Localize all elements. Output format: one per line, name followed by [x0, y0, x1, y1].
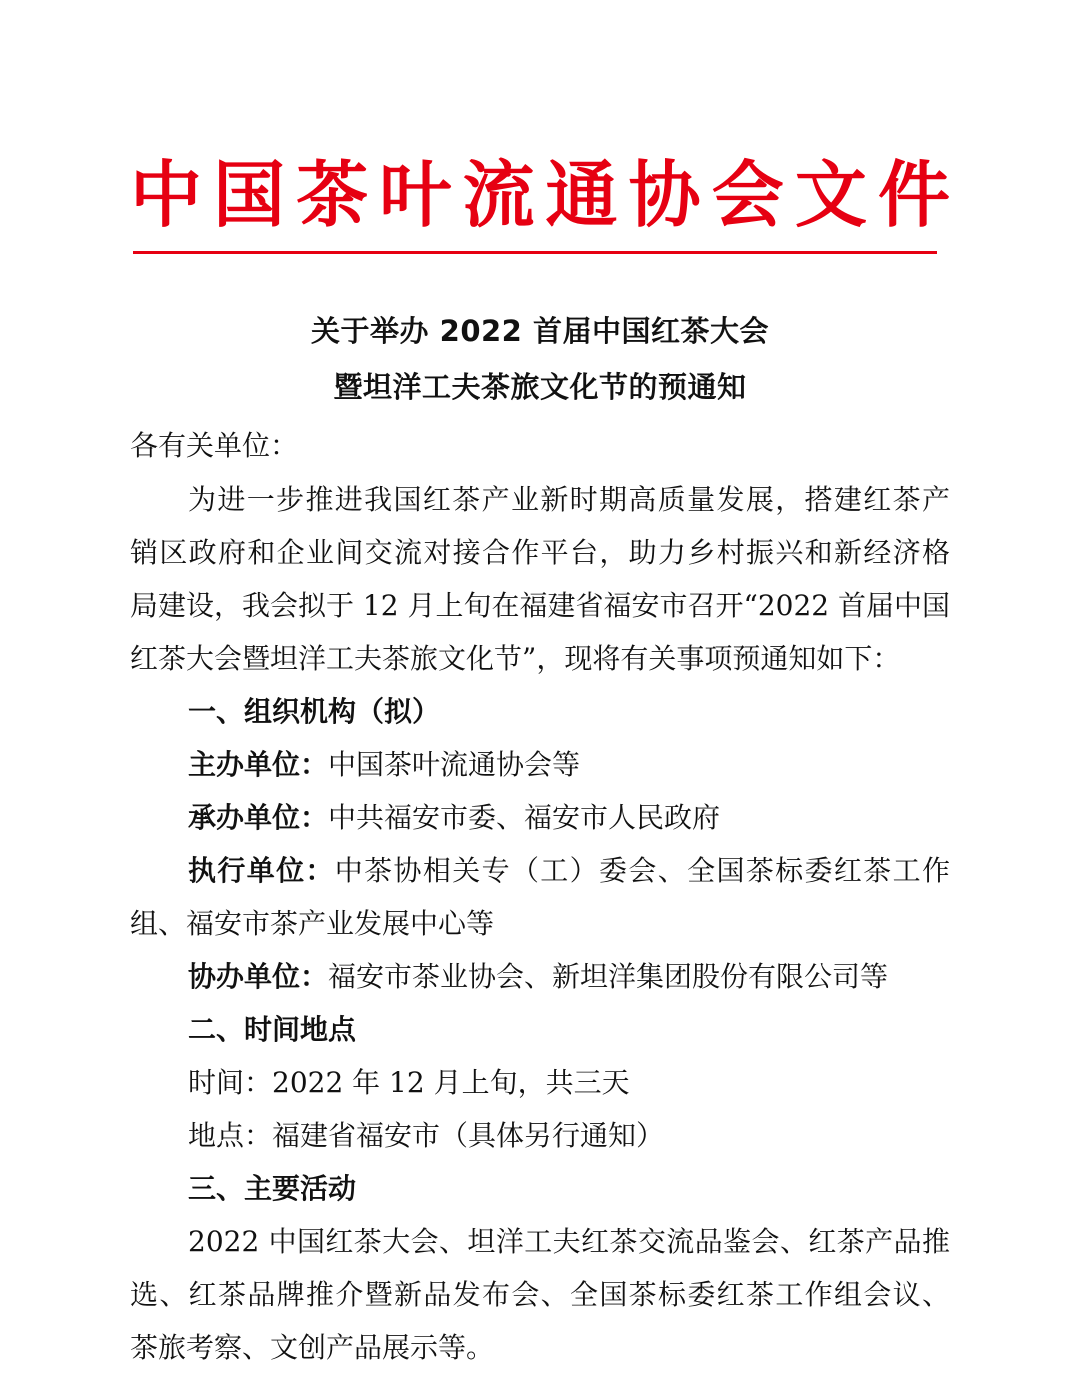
intro-line: 为进一步推进我国红茶产业新时期高质量发展，搭建红茶产 [188, 483, 950, 516]
salutation: 各有关单位： [130, 429, 299, 462]
co-organizer-row [188, 957, 888, 997]
executor-label: 执行单位： [188, 854, 335, 887]
executor-value-continued: 组、福安市茶产业发展中心等 [130, 907, 495, 940]
section-heading-organization: 一、组织机构（拟） [188, 695, 441, 728]
activities-line: 2022 中国红茶大会、坦洋工夫红茶交流品鉴会、红茶产品推 [188, 1225, 950, 1258]
masthead-title: 中国茶叶流通协会文件 [130, 152, 950, 237]
co-organizer-value: 福安市茶业协会、新坦洋集团股份有限公司等 [328, 960, 889, 993]
notice-title-line-2: 暨坦洋工夫茶旅文化节的预通知 [333, 370, 747, 404]
intro-line: 局建设，我会拟于 12 月上旬在福建省福安市召开“2022 首届中国 [130, 589, 950, 622]
organizer-label: 承办单位： [188, 801, 329, 834]
activities-line: 茶旅考察、文创产品展示等。 [130, 1331, 495, 1364]
notice-title-line-1: 关于举办 2022 首届中国红茶大会 [311, 314, 769, 348]
section-heading-activities: 三、主要活动 [188, 1172, 357, 1205]
event-place: 地点：福建省福安市（具体另行通知） [188, 1119, 665, 1152]
host-value: 中国茶叶流通协会等 [328, 748, 581, 781]
activities-line: 选、红茶品牌推介暨新品发布会、全国茶标委红茶工作组会议、 [130, 1278, 950, 1311]
intro-line: 红茶大会暨坦洋工夫茶旅文化节”，现将有关事项预通知如下： [130, 642, 901, 675]
executor-value: 中茶协相关专（工）委会、全国茶标委红茶工作 [334, 854, 950, 887]
organizer-row [188, 798, 720, 838]
host-label: 主办单位： [188, 748, 329, 781]
section-heading-time-place: 二、时间地点 [188, 1013, 357, 1046]
red-divider-line [133, 251, 937, 254]
executor-row [188, 851, 950, 891]
intro-line: 销区政府和企业间交流对接合作平台，助力乡村振兴和新经济格 [130, 536, 950, 569]
co-organizer-label: 协办单位： [188, 960, 329, 993]
host-row [188, 745, 580, 785]
event-time: 时间：2022 年 12 月上旬，共三天 [188, 1066, 630, 1099]
organizer-value: 中共福安市委、福安市人民政府 [328, 801, 721, 834]
